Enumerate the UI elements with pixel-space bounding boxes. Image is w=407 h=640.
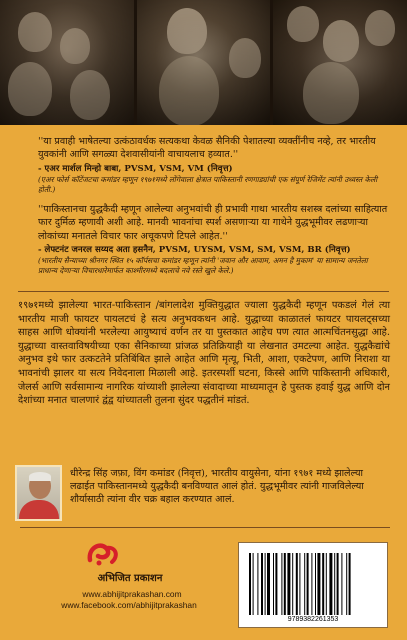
testimonial-quote: ''या प्रवाही भाषेतल्या उत्कंठावर्धक सत्यकथा केवळ सैनिकी पेशातल्या व्यक्तींनीच नव्हे, तर भारतीय युवकांनी आणि सगळ्या देशवासीयांनी वाचायलाच हव्यात.'' <box>38 136 376 161</box>
publisher-website-link[interactable]: www.abhijitprakashan.com <box>82 589 182 599</box>
testimonial-2 <box>38 203 388 276</box>
book-blurb: १९७१मध्ये झालेल्या भारत-पाकिस्तान /बांगलादेश मुक्तियुद्धात ज्याला युद्धकैदी म्हणून पकडलं गेलं त्या भारतीय माजी फायटर पायलटचं हे सत्य अनुभवकथन आहे. युद्धाच्या काळातलं फायटर पायलट्सच्या साहस आणि धोक्यांनी भरलेल्या आयुष्याचं वर्णन तर या पुस्तकात आहेच पण त्यात आत्मचिंतनसुद्धा आहे. युद्धाच्या वास्तवाविषयीच्या एका सैनिकाच्या प्रांजळ प्रतिक्रियाही या लेखनात उमटल्या आहेत. युद्धकैद्यांचे अनुभव इथे फार उत्कटतेने प्रतिबिंबित झाले आहेत आणि मृत्यू, भिती, आशा, एकटेपण, आणि निराशा या भावनांची झालर या सत्य निवेदनाला मिळाली आहे. इतरस्पर्शी घटना, किस्से आणि पाकिस्तानी अधिकारी, जेलर्स आणि सर्वसामान्य नागरिक यांच्याशी झालेल्या संवादाच्या माध्यमातून हे पुस्तक हवाई युद्ध आणि दोन देशांच्या मनात चालणारं द्वंद्व यांच्यातली तुलना सुंदर पद्धतीनं मांडतं. <box>18 300 390 407</box>
photo-officers-crowd <box>0 0 134 125</box>
publisher-logo-icon <box>86 540 120 566</box>
testimonial-note: (एअर फोर्स कॉटेंजटचा कमांडर म्हणून १९७१मध्ये लोंगेवाला क्षेत्रात पाकिस्तानी रणगाड्यांची एक संपूर्ण रेजिमेंट त्यांनी उध्वस्त केली होती.) <box>38 174 378 194</box>
author-photo <box>15 465 62 521</box>
publisher-facebook-link[interactable]: www.facebook.com/abhijitprakashan <box>61 600 197 610</box>
cover-photo-strip <box>0 0 407 125</box>
isbn-number: 9789382261353 <box>287 616 339 623</box>
publisher-name: अभिजित प्रकाशन <box>97 573 163 584</box>
divider <box>18 291 389 292</box>
author-bio: धीरेन्द्र सिंह जफ़ा, विंग कमांडर (निवृत्त), भारतीय वायुसेना, यांना १९७१ मध्ये झालेल्या लढाईत पाकिस्तानमध्ये युद्धकैदी बनविण्यात आलं होतं. युद्धभूमीवर त्यांनी गाजविलेल्या शौर्यासाठी त्यांना वीर चक्र बहाल करण्यात आलं. <box>70 468 364 506</box>
testimonial-quote: ''पाकिस्तानचा युद्धकैदी म्हणून आलेल्या अनुभवांची ही प्रभावी गाथा भारतीय सशस्त्र दलांच्या साहित्यात फार दुर्मिळ म्हणावी अशी आहे. मानवी भावनांचा स्पर्श असणाऱ्या या गाथेने युद्धभूमीवर लढणाऱ्या लोकांच्या मनातले विचार फार अचूकपणे टिपले आहेत.'' <box>38 203 388 242</box>
testimonial-author: - एअर मार्शल मिन्हो बाबा, PVSM, VSM, VM (निवृत्त) <box>38 163 233 174</box>
divider <box>20 527 390 528</box>
testimonial-note: (भारतीय सैन्याच्या श्रीनगर स्थित १५ कॉर्पसचा कमांडर म्हणून त्यांनी 'जवान और आवाम, अमन है मुकाम' या सामान्य जनतेला प्राधान्य देणाऱ्या विचारधारेमार्फत काश्मीरमध्ये बदलाचे नवे रस्ते खुले केले.) <box>38 256 368 276</box>
photo-reunion-embrace <box>273 0 407 125</box>
barcode-graphic <box>247 553 381 615</box>
isbn-barcode <box>238 542 388 628</box>
photo-pilot-garland <box>137 0 271 125</box>
testimonial-author: - लेफ्टनंट जनरल सय्यद अता हसनैन, PVSM, UYSM, VSM, SM, VSM, BR (निवृत्त) <box>38 245 351 256</box>
testimonials <box>38 135 388 276</box>
testimonial-1 <box>38 135 388 195</box>
